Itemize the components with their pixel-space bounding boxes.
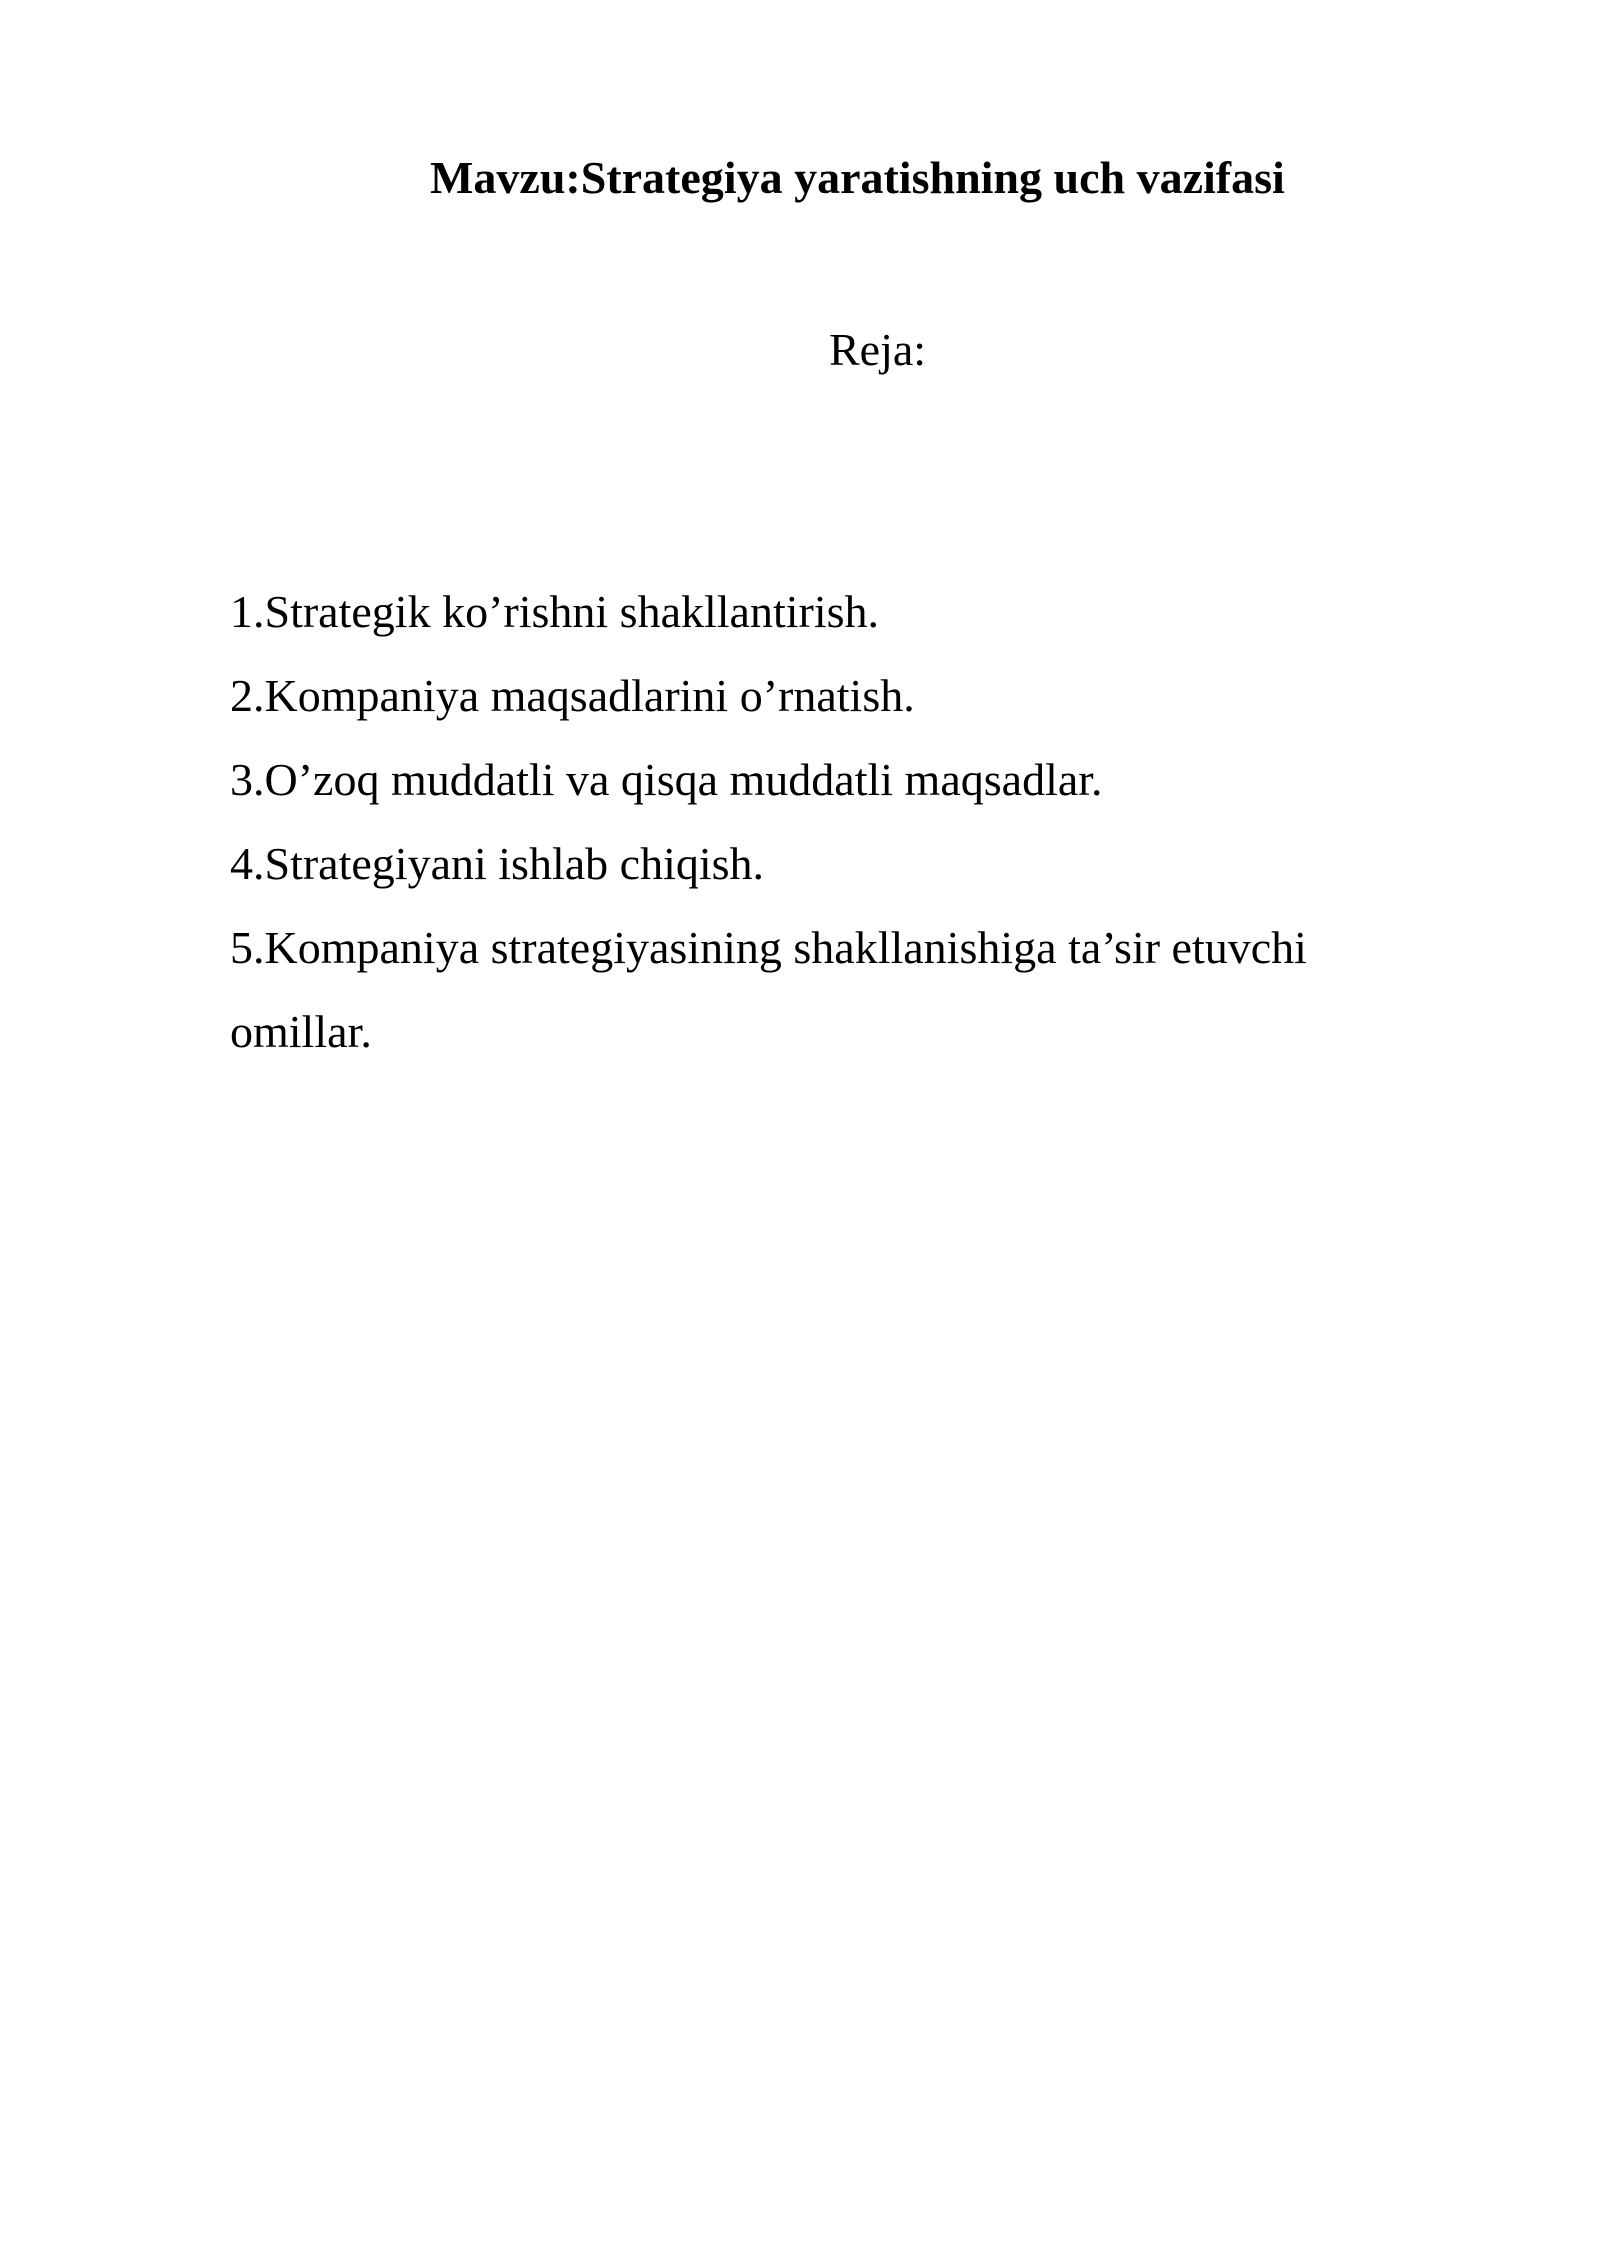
plan-item-4: 4.Strategiyani ishlab chiqish. bbox=[230, 838, 765, 889]
plan-item-5: 5.Kompaniya strategiyasining shakllanishiga ta’sir etuvchi omillar. bbox=[230, 922, 1307, 1057]
plan-item-3: 3.O’zoq muddatli va qisqa muddatli maqsadlar. bbox=[230, 754, 1103, 805]
plan-heading: Reja: bbox=[829, 324, 927, 375]
plan-item-2: 2.Kompaniya maqsadlarini o’rnatish. bbox=[230, 670, 915, 721]
plan-item-1: 1.Strategik ko’rishni shakllantirish. bbox=[230, 586, 880, 637]
plan-list bbox=[230, 570, 1410, 1074]
document-title: Mavzu:Strategiya yaratishning uch vazifasi bbox=[430, 152, 1285, 203]
